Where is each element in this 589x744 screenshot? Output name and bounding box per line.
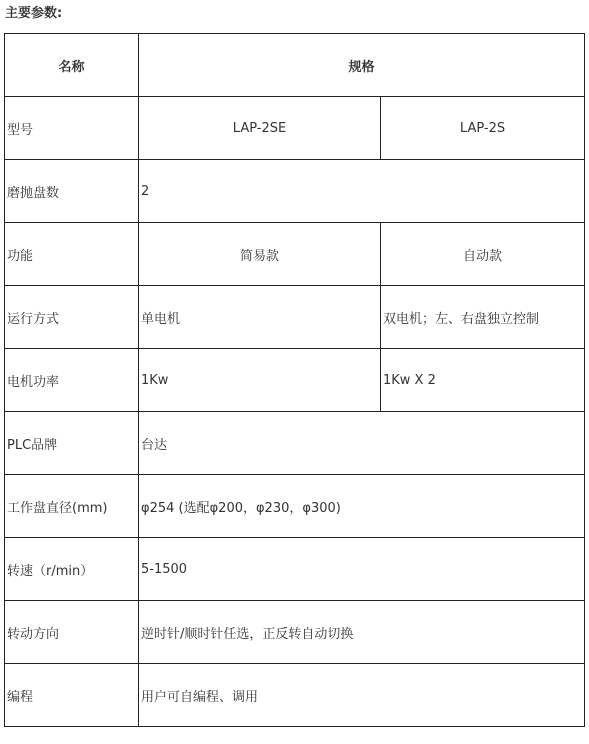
header-name-cell: 名称 [5,34,139,97]
row-value: 台达 [139,412,585,475]
table-row [5,475,585,538]
row-label: 工作盘直径(mm) [5,475,139,538]
row-label: 功能 [5,223,139,286]
row-value-2: LAP-2S [381,97,585,160]
row-value-1: 1Kw [139,349,381,412]
table-row [5,286,585,349]
table-row [5,349,585,412]
section-heading: 主要参数: [5,6,63,21]
parameters-table [4,33,585,727]
table-row [5,412,585,475]
header-spec-cell: 规格 [139,34,585,97]
row-label: 磨抛盘数 [5,160,139,223]
row-value: 5-1500 [139,538,585,601]
row-label: 转速（r/min） [5,538,139,601]
table-row [5,664,585,727]
row-value: 用户可自编程、调用 [139,664,585,727]
table-row [5,160,585,223]
table-row [5,97,585,160]
table-row [5,601,585,664]
row-label: 编程 [5,664,139,727]
row-value: φ254 (选配φ200，φ230，φ300) [139,475,585,538]
table-row [5,538,585,601]
row-label: PLC品牌 [5,412,139,475]
row-label: 转动方向 [5,601,139,664]
row-value-1: LAP-2SE [139,97,381,160]
table-row [5,223,585,286]
table-header-row [5,34,585,97]
row-value: 2 [139,160,585,223]
row-value-1: 简易款 [139,223,381,286]
row-value-1: 单电机 [139,286,381,349]
row-value-2: 双电机；左、右盘独立控制 [381,286,585,349]
row-label: 型号 [5,97,139,160]
row-value: 逆时针/顺时针任选，正反转自动切换 [139,601,585,664]
row-value-2: 1Kw X 2 [381,349,585,412]
row-label: 运行方式 [5,286,139,349]
row-value-2: 自动款 [381,223,585,286]
row-label: 电机功率 [5,349,139,412]
